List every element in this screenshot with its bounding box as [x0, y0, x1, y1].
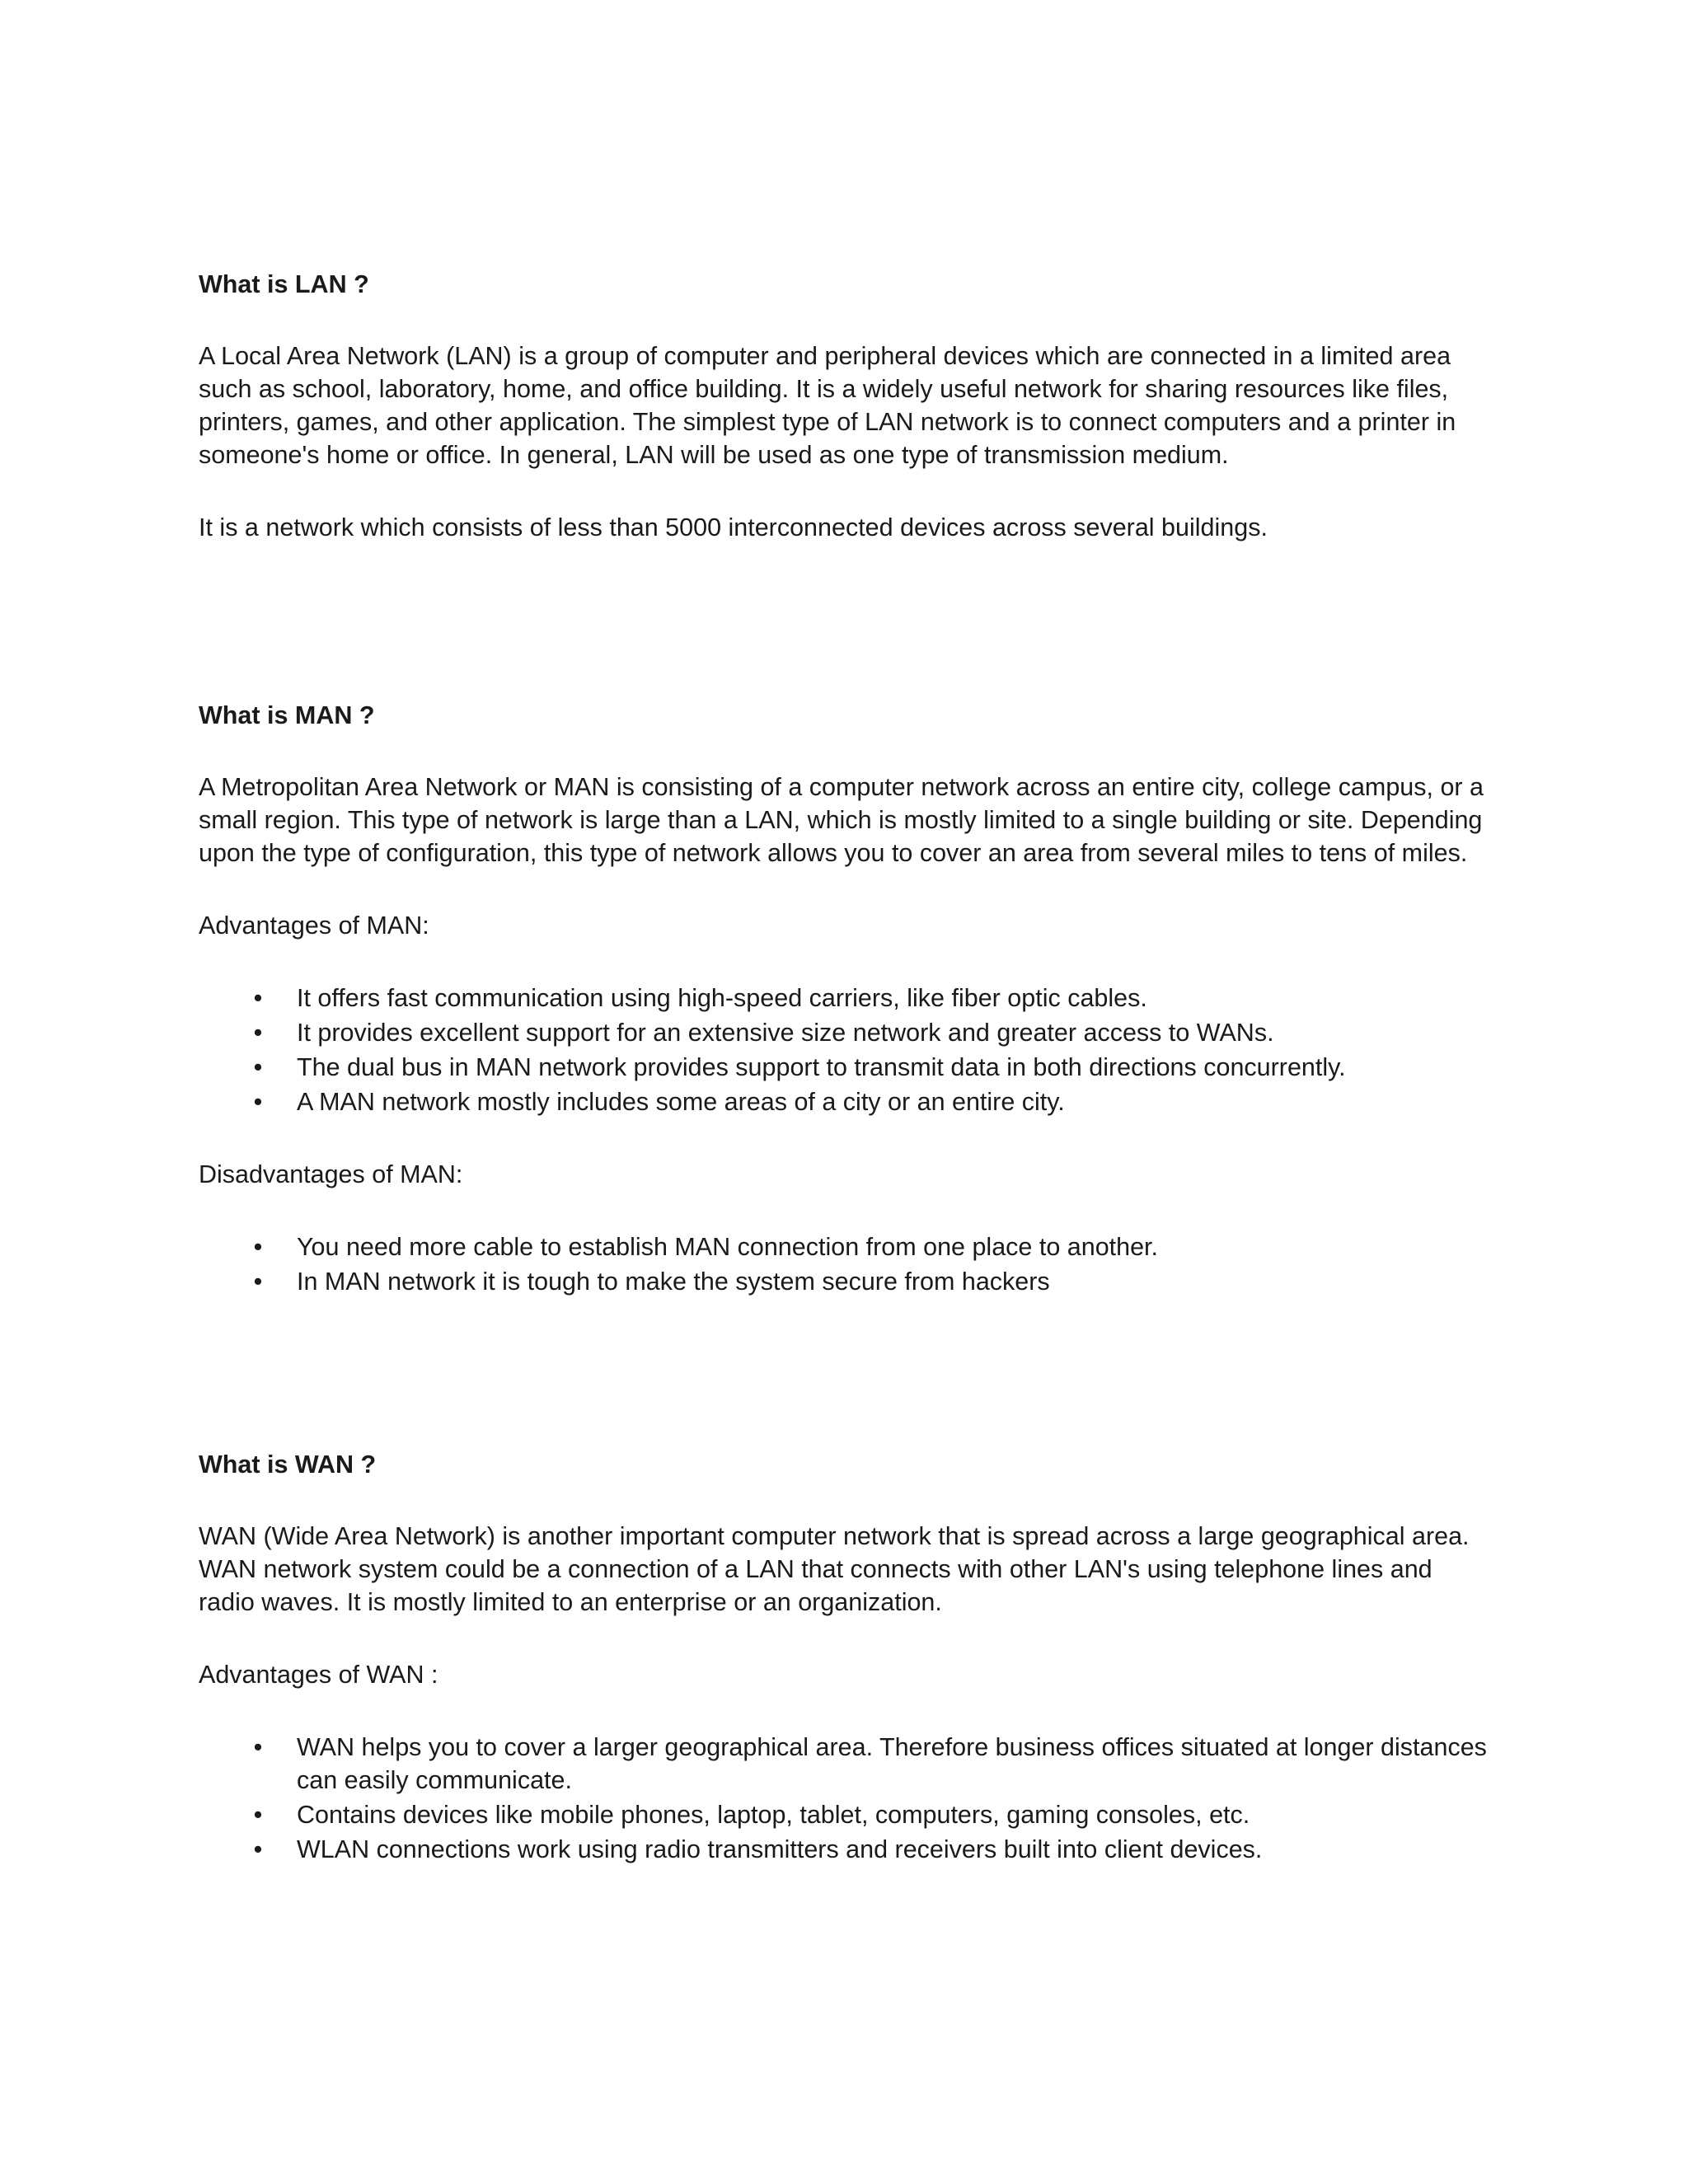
bullet-icon: •: [253, 1733, 263, 1761]
wan-advantages-label: Advantages of WAN :: [199, 1661, 438, 1689]
list-item-text: WLAN connections work using radio transmitters and receivers built into client devices.: [297, 1835, 1263, 1863]
bullet-icon: •: [253, 1233, 263, 1261]
lan-heading: What is LAN ?: [199, 270, 369, 298]
wan-heading: What is WAN ?: [199, 1451, 377, 1479]
list-item: [199, 1085, 1490, 1118]
bullet-icon: •: [253, 1801, 263, 1829]
bullet-icon: •: [253, 1019, 263, 1047]
man-section: [199, 699, 1490, 1298]
bullet-icon: •: [253, 1088, 263, 1116]
list-item: [199, 1798, 1490, 1831]
lan-paragraph: A Local Area Network (LAN) is a group of computer and peripheral devices which are connected in a limited area such as school, laboratory, home, and office building. It is a widely useful network for sharing resources like files, printers, games, and other application. The simplest type of LAN network is to connect computers and a printer in someone's home or office. In general, LAN will be used as one type of transmission medium.: [199, 342, 1456, 469]
lan-section: [199, 268, 1490, 544]
man-disadvantages-list: [199, 1230, 1490, 1298]
wan-paragraph: WAN (Wide Area Network) is another important computer network that is spread across a large geographical area. WAN network system could be a connection of a LAN that connects with other LAN's using telephone lines and radio waves. It is mostly limited to an enterprise or an organization.: [199, 1522, 1470, 1616]
list-item-text: WAN helps you to cover a larger geographical area. Therefore business offices situated at longer distances can easily communicate.: [297, 1733, 1487, 1794]
bullet-icon: •: [253, 1053, 263, 1081]
wan-section: [199, 1448, 1490, 1866]
lan-paragraph: It is a network which consists of less than 5000 interconnected devices across several buildings.: [199, 513, 1268, 541]
man-advantages-list: [199, 982, 1490, 1118]
list-item-text: The dual bus in MAN network provides support to transmit data in both directions concurrently.: [297, 1053, 1346, 1081]
list-item-text: It offers fast communication using high-speed carriers, like fiber optic cables.: [297, 984, 1147, 1012]
man-advantages-label: Advantages of MAN:: [199, 912, 429, 940]
list-item: [199, 1051, 1490, 1084]
list-item-text: It provides excellent support for an extensive size network and greater access to WANs.: [297, 1019, 1274, 1047]
man-disadvantages-label: Disadvantages of MAN:: [199, 1160, 463, 1188]
man-heading: What is MAN ?: [199, 701, 375, 729]
list-item: [199, 1230, 1490, 1263]
list-item: [199, 1016, 1490, 1049]
list-item: [199, 1731, 1490, 1797]
list-item-text: Contains devices like mobile phones, laptop, tablet, computers, gaming consoles, etc.: [297, 1801, 1250, 1829]
list-item: [199, 1833, 1490, 1866]
bullet-icon: •: [253, 984, 263, 1012]
list-item-text: A MAN network mostly includes some areas of a city or an entire city.: [297, 1088, 1065, 1116]
list-item-text: You need more cable to establish MAN connection from one place to another.: [297, 1233, 1158, 1261]
list-item: [199, 982, 1490, 1015]
man-paragraph: A Metropolitan Area Network or MAN is consisting of a computer network across an entire city, college campus, or a small region. This type of network is large than a LAN, which is mostly limited to a single building or site. Depending upon the type of configuration, this type of network allows you to cover an area from several miles to tens of miles.: [199, 773, 1484, 867]
bullet-icon: •: [253, 1268, 263, 1296]
wan-advantages-list: [199, 1731, 1490, 1866]
bullet-icon: •: [253, 1835, 263, 1863]
list-item: [199, 1265, 1490, 1298]
list-item-text: In MAN network it is tough to make the system secure from hackers: [297, 1268, 1050, 1296]
